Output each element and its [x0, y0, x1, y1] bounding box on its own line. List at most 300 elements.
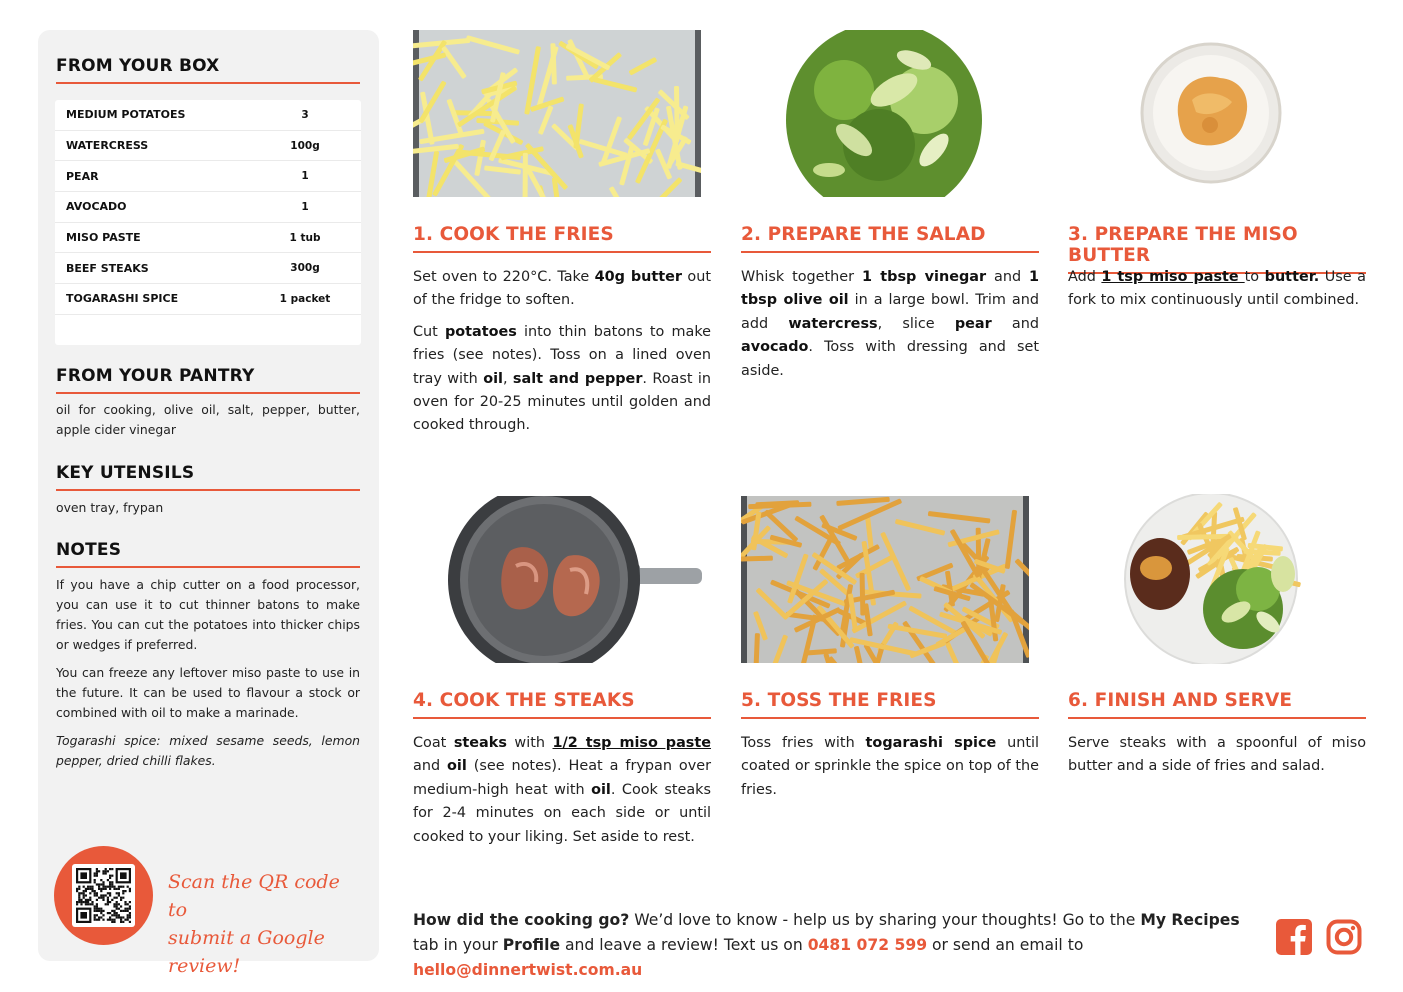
bold-ingredient: butter.	[1264, 269, 1320, 285]
qr-module	[102, 897, 104, 899]
qr-module	[113, 914, 115, 916]
bold-ingredient: 40g butter	[594, 269, 682, 285]
qr-module	[107, 879, 109, 881]
qr-caption-line: Scan the QR code to	[168, 871, 340, 921]
qr-code[interactable]	[72, 864, 135, 927]
qr-module	[127, 910, 129, 912]
qr-module	[111, 886, 113, 888]
step-2-text	[741, 266, 1039, 383]
ingredient-name: MISO PASTE	[66, 231, 141, 245]
qr-module	[105, 868, 107, 870]
notes-heading: NOTES	[56, 540, 360, 568]
ingredient-qty: 300g	[290, 262, 320, 275]
qr-module	[122, 890, 124, 892]
qr-module	[83, 890, 85, 892]
text-span: to	[1244, 269, 1265, 285]
ingredient-name: PEAR	[66, 169, 99, 183]
text-span: Coat	[413, 735, 454, 751]
text-span: Use a fork to mix continuously until combined.	[1068, 269, 1366, 309]
notes-text: If you have a chip cutter on a food processor, you can use it to cut thinner batons to make fries. You can cut the potatoes into thicker chips or wedges if preferred.	[56, 577, 360, 652]
qr-module	[80, 903, 82, 905]
qr-module	[105, 870, 107, 872]
qr-module	[109, 883, 111, 885]
table-row	[55, 253, 361, 284]
qr-module	[105, 894, 107, 896]
qr-module	[122, 892, 124, 894]
qr-module	[127, 903, 129, 905]
ingredient-qty: 1	[301, 170, 309, 183]
qr-module	[113, 910, 115, 912]
qr-module	[118, 892, 120, 894]
qr-module	[107, 912, 109, 914]
qr-module	[116, 903, 118, 905]
bold-ingredient: 1 tbsp vinegar	[861, 269, 987, 285]
qr-module	[91, 888, 93, 890]
qr-module	[85, 899, 87, 901]
table-row	[55, 100, 361, 131]
qr-module	[118, 886, 120, 888]
qr-module	[98, 883, 100, 885]
qr-module	[122, 897, 124, 899]
qr-module	[107, 897, 109, 899]
qr-module	[94, 875, 96, 877]
qr-module	[124, 910, 126, 912]
qr-module	[116, 916, 118, 918]
miso-butter-image	[1140, 40, 1283, 187]
bold-ingredient: Profile	[502, 936, 561, 954]
qr-module	[89, 888, 91, 890]
qr-module	[89, 897, 91, 899]
qr-module	[109, 919, 111, 921]
qr-module	[85, 890, 87, 892]
notes-text: You can freeze any leftover miso paste to use in the future. It can be used to flavour a stock or combined with oil to make a marinade.	[56, 665, 360, 720]
bold-ingredient: oil	[447, 758, 467, 775]
qr-module	[122, 916, 124, 918]
qr-module	[83, 892, 85, 894]
qr-module	[127, 916, 129, 918]
qr-module	[118, 888, 120, 890]
qr-module	[109, 875, 111, 877]
text-span: . Roast in oven for 20-25 minutes until golden and cooked through.	[413, 370, 711, 434]
bold-ingredient: My Recipes	[1140, 911, 1240, 929]
qr-module	[127, 908, 129, 910]
qr-module	[102, 919, 104, 921]
qr-module	[109, 886, 111, 888]
text-span: , slice	[877, 315, 955, 332]
qr-module	[124, 903, 126, 905]
qr-module	[113, 912, 115, 914]
from-box-heading: FROM YOUR BOX	[56, 56, 360, 84]
text-span: and	[991, 315, 1040, 332]
facebook-icon[interactable]	[1276, 919, 1312, 955]
qr-module	[94, 892, 96, 894]
ingredient-qty: 1	[301, 200, 309, 213]
text-span: out of the fridge to soften.	[413, 269, 711, 309]
qr-module	[105, 903, 107, 905]
qr-module	[122, 921, 124, 923]
qr-module	[96, 908, 98, 910]
qr-module	[109, 894, 111, 896]
qr-module	[109, 901, 111, 903]
qr-module	[100, 890, 102, 892]
qr-module	[96, 899, 98, 901]
text-span: and	[413, 758, 448, 775]
step-3-title: 3. PREPARE THE MISO BUTTER	[1068, 224, 1366, 274]
bold-ingredient: pear	[954, 315, 992, 332]
qr-module	[111, 899, 113, 901]
step-1-title: 1. COOK THE FRIES	[413, 224, 711, 253]
pantry-heading: FROM YOUR PANTRY	[56, 366, 360, 394]
qr-module	[100, 894, 102, 896]
qr-module	[109, 892, 111, 894]
qr-module	[118, 894, 120, 896]
bold-ingredient: 1 tbsp olive oil	[741, 269, 1039, 309]
qr-module	[78, 888, 80, 890]
qr-module	[102, 888, 104, 890]
ingredient-qty: 100g	[290, 139, 320, 152]
raw-fries-image	[413, 30, 701, 197]
text-span: Toss fries with	[741, 735, 866, 751]
qr-module	[98, 916, 100, 918]
step-2-body	[741, 266, 1039, 383]
qr-module	[102, 870, 104, 872]
qr-module	[116, 914, 118, 916]
qr-module	[118, 914, 120, 916]
qr-module	[94, 881, 96, 883]
qr-module	[87, 886, 89, 888]
qr-module	[102, 886, 104, 888]
qr-module	[111, 910, 113, 912]
qr-module	[100, 912, 102, 914]
qr-module	[116, 912, 118, 914]
qr-module	[96, 903, 98, 905]
qr-module	[120, 897, 122, 899]
text-span: . Toss with dressing and set aside.	[741, 339, 1039, 379]
qr-module	[120, 905, 122, 907]
fry-shape	[860, 573, 866, 616]
qr-module	[129, 921, 131, 923]
text-span: Cut	[413, 323, 445, 340]
qr-module	[98, 888, 100, 890]
qr-module	[98, 870, 100, 872]
qr-module	[89, 899, 91, 901]
qr-module	[127, 886, 129, 888]
qr-module	[107, 919, 109, 921]
step-5-text	[741, 732, 1039, 802]
step-3-photo	[1140, 40, 1283, 187]
qr-module	[107, 901, 109, 903]
step-5-title: 5. TOSS THE FRIES	[741, 690, 1039, 719]
ingredient-qty: 3	[301, 108, 309, 121]
qr-module	[96, 905, 98, 907]
qr-module	[107, 899, 109, 901]
qr-module	[98, 908, 100, 910]
underlined-ingredient: 1/2 tsp miso paste	[552, 735, 712, 751]
qr-module	[113, 886, 115, 888]
qr-module	[85, 901, 87, 903]
qr-module	[78, 886, 80, 888]
plated-meal-image	[1118, 494, 1304, 664]
step-1-text	[413, 266, 711, 313]
qr-module	[109, 912, 111, 914]
table-row	[55, 192, 361, 223]
step-6-body	[1068, 732, 1366, 779]
step-2-photo	[784, 30, 984, 197]
qr-module	[80, 899, 82, 901]
qr-module	[107, 892, 109, 894]
qr-module	[98, 919, 100, 921]
ingredient-qty: 1 tub	[289, 231, 321, 244]
bold-ingredient: oil	[483, 370, 503, 387]
qr-module	[116, 905, 118, 907]
bold-ingredient: avocado	[741, 339, 809, 356]
qr-module	[116, 901, 118, 903]
qr-module	[111, 868, 113, 870]
qr-module	[102, 894, 104, 896]
ingredient-name: BEEF STEAKS	[66, 261, 149, 275]
table-row	[55, 284, 361, 315]
qr-module	[113, 897, 115, 899]
qr-module	[87, 888, 89, 890]
qr-module	[102, 899, 104, 901]
qr-module	[94, 919, 96, 921]
qr-module	[113, 903, 115, 905]
qr-module	[94, 872, 96, 874]
qr-module	[76, 901, 78, 903]
qr-module	[109, 877, 111, 879]
feedback-text	[413, 911, 1240, 979]
qr-module	[87, 899, 89, 901]
qr-module	[116, 888, 118, 890]
qr-module	[111, 921, 113, 923]
qr-module	[120, 886, 122, 888]
text-span: into thin batons to make fries (see notes). Toss on a lined oven tray with	[413, 323, 712, 387]
qr-module	[118, 908, 120, 910]
qr-module	[120, 899, 122, 901]
qr-module	[102, 872, 104, 874]
ingredient-name: AVOCADO	[66, 200, 127, 214]
qr-module	[118, 916, 120, 918]
text-span: Set oven to 220°C. Take	[413, 269, 595, 285]
fry-shape	[741, 556, 773, 562]
qr-module	[96, 870, 98, 872]
qr-module	[127, 914, 129, 916]
qr-module	[80, 892, 82, 894]
qr-module	[96, 919, 98, 921]
contact-link[interactable]: 0481 072 599	[807, 936, 928, 954]
pantry-text: oil for cooking, olive oil, salt, pepper, butter, apple cider vinegar	[56, 402, 360, 437]
qr-module	[129, 905, 131, 907]
qr-module	[94, 916, 96, 918]
qr-module	[83, 897, 85, 899]
qr-module	[116, 908, 118, 910]
step-5-photo	[741, 496, 1029, 663]
text-span: Add	[1068, 269, 1102, 285]
qr-module	[127, 919, 129, 921]
qr-module	[100, 910, 102, 912]
qr-module	[116, 897, 118, 899]
qr-module	[96, 868, 98, 870]
step-1-body	[413, 266, 711, 438]
text-span: We’d love to know - help us by sharing your thoughts! Go to the	[629, 911, 1141, 929]
qr-module	[111, 875, 113, 877]
utensils-text: oven tray, frypan	[56, 500, 164, 515]
qr-module	[120, 910, 122, 912]
qr-module	[102, 914, 104, 916]
qr-module	[105, 872, 107, 874]
qr-code-icon	[76, 868, 131, 923]
qr-module	[111, 914, 113, 916]
qr-module	[94, 879, 96, 881]
qr-module	[85, 888, 87, 890]
step-6-text	[1068, 732, 1366, 779]
qr-module	[83, 901, 85, 903]
qr-module	[109, 888, 111, 890]
ingredient-qty: 1 packet	[279, 292, 331, 305]
qr-module	[124, 908, 126, 910]
qr-module	[80, 872, 87, 879]
bold-ingredient: oil	[591, 781, 611, 798]
qr-module	[94, 894, 96, 896]
step-4-text	[413, 732, 711, 849]
qr-module	[102, 881, 104, 883]
qr-module	[94, 890, 96, 892]
qr-module	[102, 910, 104, 912]
qr-module	[80, 912, 87, 919]
qr-module	[111, 881, 113, 883]
qr-module	[120, 919, 122, 921]
seasoned-fries-image	[741, 496, 1029, 663]
qr-module	[109, 881, 111, 883]
qr-module	[85, 903, 87, 905]
qr-module	[100, 883, 102, 885]
qr-module	[80, 901, 82, 903]
step-1-text	[413, 321, 711, 438]
qr-module	[124, 890, 126, 892]
qr-module	[105, 886, 107, 888]
qr-module	[89, 903, 91, 905]
bold-ingredient: watercress	[788, 315, 878, 332]
qr-module	[96, 883, 98, 885]
qr-module	[122, 886, 124, 888]
step-3-text	[1068, 266, 1366, 313]
contact-link[interactable]: hello@dinnertwist.com.au	[413, 961, 643, 979]
qr-module	[109, 916, 111, 918]
text-span: with	[506, 735, 553, 751]
step-6-photo	[1118, 494, 1304, 664]
qr-module	[120, 921, 122, 923]
qr-module	[96, 875, 98, 877]
qr-module	[100, 916, 102, 918]
bold-ingredient: potatoes	[444, 323, 517, 340]
qr-module	[100, 908, 102, 910]
qr-module	[107, 903, 109, 905]
ingredient-name: MEDIUM POTATOES	[66, 108, 186, 122]
qr-badge	[54, 846, 153, 945]
utensils-heading: KEY UTENSILS	[56, 463, 360, 491]
salad-bowl-image	[784, 30, 984, 197]
qr-module	[118, 903, 120, 905]
table-row	[55, 223, 361, 254]
feedback-footer	[413, 908, 1263, 983]
qr-module	[113, 919, 115, 921]
qr-module	[78, 899, 80, 901]
qr-module	[113, 905, 115, 907]
qr-module	[87, 903, 89, 905]
instagram-icon[interactable]	[1326, 919, 1362, 955]
step-4-photo	[440, 496, 702, 663]
qr-module	[83, 886, 85, 888]
qr-module	[129, 901, 131, 903]
bold-ingredient: salt and pepper	[512, 370, 643, 387]
qr-module	[96, 910, 98, 912]
underlined-ingredient: 1 tsp miso paste	[1101, 269, 1245, 285]
step-4-title: 4. COOK THE STEAKS	[413, 690, 711, 719]
qr-module	[107, 886, 109, 888]
fry-shape	[522, 153, 527, 197]
qr-module	[96, 892, 98, 894]
qr-module	[129, 912, 131, 914]
qr-module	[91, 903, 93, 905]
qr-module	[91, 901, 93, 903]
qr-module	[116, 892, 118, 894]
qr-module	[129, 908, 131, 910]
ingredients-table	[55, 100, 361, 345]
qr-module	[129, 888, 131, 890]
text-span: and	[986, 269, 1029, 285]
step-3-body	[1068, 266, 1366, 313]
qr-module	[85, 894, 87, 896]
qr-caption	[168, 868, 363, 980]
text-span: Serve steaks with a spoonful of miso butter and a side of fries and salad.	[1068, 735, 1366, 775]
qr-module	[129, 914, 131, 916]
qr-module	[76, 903, 78, 905]
qr-module	[98, 897, 100, 899]
qr-module	[120, 872, 127, 879]
qr-module	[94, 910, 96, 912]
table-row	[55, 161, 361, 192]
qr-module	[78, 897, 80, 899]
qr-module	[124, 919, 126, 921]
qr-module	[78, 892, 80, 894]
step-4-body	[413, 732, 711, 849]
qr-module	[113, 888, 115, 890]
ingredients-sidebar	[38, 30, 379, 977]
qr-module	[122, 910, 124, 912]
qr-module	[102, 883, 104, 885]
qr-module	[96, 894, 98, 896]
step-2-title: 2. PREPARE THE SALAD	[741, 224, 1039, 253]
qr-module	[89, 892, 91, 894]
text-span: in a large bowl. Trim and add	[741, 292, 1039, 332]
bold-ingredient: steaks	[453, 735, 507, 751]
steaks-pan-image	[440, 496, 702, 663]
qr-module	[120, 916, 122, 918]
text-span: (see notes). Heat a frypan over medium-high heat with	[413, 758, 711, 798]
bold-ingredient: How did the cooking go?	[413, 911, 630, 929]
text-span: Whisk together	[741, 269, 862, 285]
qr-module	[100, 897, 102, 899]
qr-module	[129, 916, 131, 918]
step-6-title: 6. FINISH AND SERVE	[1068, 690, 1366, 719]
step-5-body	[741, 732, 1039, 802]
qr-module	[89, 886, 91, 888]
qr-module	[91, 886, 93, 888]
qr-module	[96, 914, 98, 916]
qr-module	[91, 890, 93, 892]
qr-caption-line: submit a Google review!	[168, 927, 325, 977]
qr-module	[83, 894, 85, 896]
